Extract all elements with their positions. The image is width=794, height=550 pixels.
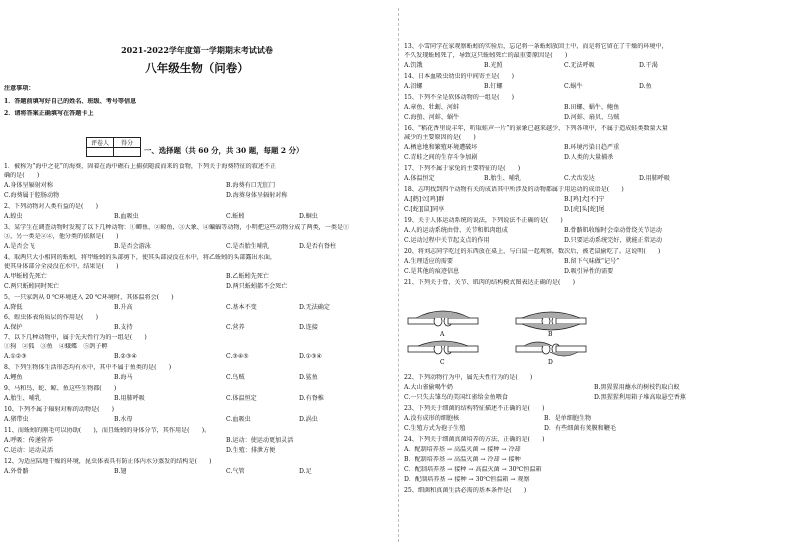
question-17-text: 17、下列不属于家兔的主要特征的是( ) [404, 165, 521, 172]
note-2: 2．请将答案正确填写在答题卡上 [4, 110, 94, 117]
option[interactable]: A.大山雀偷喝牛奶 [404, 384, 453, 391]
option[interactable]: A.呼吸：传递营养 [4, 437, 53, 444]
option[interactable]: D.是否有脊柱 [299, 243, 337, 250]
figure-label-c: C [440, 359, 445, 366]
option[interactable]: C.运动过程中关节起支点的作用 [404, 237, 490, 244]
option[interactable]: C.体温恒定 [226, 395, 257, 402]
option[interactable]: D.有脊椎 [299, 395, 324, 402]
question-19-options-row1 [404, 227, 790, 235]
option[interactable]: D.鱼 [639, 83, 652, 90]
question-22-options-row1 [404, 384, 790, 392]
question-13-options [404, 62, 790, 70]
bone-joint-muscle-figure [404, 306, 634, 366]
question-23-options-row2 [404, 425, 790, 433]
option[interactable]: B．是单细胞生物 [544, 415, 592, 422]
option[interactable]: C.海葵属于腔肠动物 [4, 192, 60, 199]
question-16-text-cont: 减少的主要原因的是( ) [404, 134, 476, 141]
figure-label-a: A [440, 331, 445, 338]
question-12-options [4, 468, 390, 476]
option[interactable]: B.升高 [114, 304, 133, 311]
question-11-options-row2 [4, 447, 390, 455]
option[interactable]: D.干渴 [639, 62, 658, 69]
question-7-options [4, 353, 390, 361]
option[interactable]: D.吸引异性的需要 [564, 268, 614, 275]
option[interactable]: A.章鱼、牡蛎、河蚌 [404, 104, 460, 111]
question-11-text: 11、而蚯蚓的刚毛可以协助( )，而且蚯蚓的身体分节，其作用是( )。 [4, 427, 211, 434]
diagram-b[interactable] [516, 312, 586, 330]
question-24-option-c[interactable]: C．配制培养基 → 接种 → 高温灭菌 → 30℃恒温箱 [404, 466, 542, 473]
option[interactable]: D.两只蚯蚓都不会死亡 [226, 283, 288, 290]
question-18-options-row1 [404, 196, 790, 204]
option[interactable]: D.海葵身体呈辐射对称 [226, 192, 288, 199]
question-4-options-row2 [4, 283, 390, 291]
question-24-option-a[interactable]: A．配制培养基 → 高温灭菌 → 接种 → 冷却 [404, 446, 521, 453]
option[interactable]: D.①③④ [299, 353, 322, 360]
question-20-options-row1 [404, 258, 790, 266]
question-9-text: 9、马和鸟、蛇、鲸、鱼这些生物都( ) [4, 385, 117, 392]
option[interactable]: A.栖息地和繁殖环境遭破坏 [404, 144, 478, 151]
option[interactable]: D.涡虫 [299, 416, 318, 423]
question-12-text: 12、为适应陆地干燥的环境，昆虫体表具有防止体内水分蒸发的结构是( ) [4, 458, 212, 465]
question-13-text-cont: 不久发现蚯蚓死了，导致这只蚯蚓死亡的最重要原因是( ) [404, 52, 568, 59]
option[interactable]: C.运动：运动灵活 [4, 447, 54, 454]
option[interactable]: A.①②③ [4, 353, 27, 360]
question-2-options [4, 213, 390, 221]
option[interactable]: B.留下气味做“记号” [564, 258, 620, 265]
option[interactable]: C.两只蚯蚓同时死亡 [4, 283, 60, 290]
question-24-option-d[interactable]: D．配制培养基 → 接种 → 30℃恒温箱 → 观察 [404, 476, 530, 483]
option[interactable]: A.沼螺 [404, 83, 423, 90]
option[interactable]: C.蚯蚓 [226, 213, 245, 220]
option[interactable]: B.[鸡]犬[不]宁 [564, 196, 605, 203]
option[interactable]: B.黑猩猩用蘸水的树枝钓取白蚁 [594, 384, 680, 391]
score-table-header-grader: 评卷人 [87, 138, 114, 148]
option[interactable]: C.基本不变 [226, 304, 257, 311]
option[interactable]: B.②③④ [114, 353, 137, 360]
option[interactable]: D.鲨鱼 [299, 374, 318, 381]
option[interactable]: B.水母 [114, 416, 133, 423]
diagram-a[interactable] [408, 311, 478, 326]
question-9-options [4, 395, 390, 403]
question-10-text: 10、下列不属于辐射对称的动物是( ) [4, 406, 115, 413]
exam-subtitle: 八年级生物（问卷） [145, 61, 249, 75]
question-6-text: 6、蝗虫体表角质层的作用是( ) [4, 314, 98, 321]
question-8-options [4, 374, 390, 382]
question-19-options-row2 [404, 237, 790, 245]
question-3-options [4, 243, 390, 251]
option[interactable]: D.人类的大量捕杀 [564, 154, 614, 161]
option[interactable]: D.用肺呼吸 [639, 175, 670, 182]
score-cell-score[interactable] [114, 148, 141, 157]
score-table [86, 137, 141, 157]
figure-label-b: B [548, 331, 553, 338]
question-21-text: 21、下列关于骨、关节、肌肉的结构模式图表达正确的是( ) [404, 279, 575, 286]
notes-heading: 注意事项： [4, 85, 35, 92]
right-column [404, 0, 790, 550]
question-11-options-row1 [4, 437, 390, 445]
question-24-text: 24、下列关于细菌真菌培养的方法，正确的是( ) [404, 436, 545, 443]
option[interactable]: A.甲蚯蚓先死亡 [4, 273, 47, 280]
option[interactable]: D.无法确定 [299, 304, 330, 311]
option[interactable]: B.支持 [114, 324, 133, 331]
option[interactable]: C.是否胎生哺乳 [226, 243, 269, 250]
question-14-options [404, 83, 790, 91]
option[interactable]: B.环境污染日趋严重 [564, 144, 620, 151]
question-1-text-cont: 确的是( ) [4, 172, 40, 179]
option[interactable]: A.降低 [4, 304, 23, 311]
option[interactable]: B.钉螺 [484, 83, 503, 90]
question-10-options [4, 416, 390, 424]
left-column [4, 0, 390, 550]
option[interactable]: B.是否会游泳 [114, 243, 151, 250]
option[interactable]: C.一只失去雏鸟的美国红雀给金鱼喂食 [404, 394, 508, 401]
question-7-items: ①狗 ②狐 ③鱼 ④蛾蝶 ⑤鸽子孵 [4, 343, 108, 350]
score-cell-grader[interactable] [87, 148, 114, 157]
option[interactable]: B.血吸虫 [114, 213, 139, 220]
question-22-text: 22、下列动物行为中，属先天性行为的是( ) [404, 374, 533, 381]
option[interactable]: C.③④⑤ [226, 353, 249, 360]
option[interactable]: D.蛔虫 [299, 213, 318, 220]
option[interactable]: C.[蛇][鼠]同享 [404, 206, 445, 213]
question-3-text: 3、某学生在调查动物时发现了以下几种动物：①鲫鱼、②鲸鱼、③大象、④蝙蝠等动物，小明把这些动物分成了两类，一类是① [4, 224, 350, 231]
question-20-options-row2 [404, 268, 790, 276]
option[interactable]: A.体温恒定 [404, 175, 435, 182]
question-13-text: 13、小雪同学在家观察蚯蚓的实验后，忘记将一条蚯蚓放回土中，而是将它留在了干燥的环境中， [404, 43, 668, 50]
question-17-options [404, 175, 790, 183]
question-25-text: 25、细菌和真菌生活必需的基本条件是( ) [404, 487, 527, 494]
question-22-options-row2 [404, 394, 790, 402]
option[interactable]: A.蝗虫 [4, 213, 23, 220]
option[interactable]: D.生殖：排泄方便 [226, 447, 276, 454]
diagram-c[interactable] [408, 341, 478, 354]
question-2-text: 2、下列动物对人类有益的是( ) [4, 203, 98, 210]
option[interactable]: A.生理适应的需要 [404, 258, 453, 265]
exam-title: 2021-2022学年度第一学期期末考试试卷 [121, 45, 273, 55]
option[interactable]: D．有些细菌有荚膜和鞭毛 [544, 425, 616, 432]
question-15-text: 15、下列不全是软体动物的一组是( ) [404, 94, 515, 101]
option[interactable]: A.没有成形的细胞核 [404, 415, 460, 422]
question-4-text-cont: 使其身体部分全浸没在水中，结果是( ) [4, 263, 119, 270]
option[interactable]: B.骨骼肌收缩时会牵动骨绕关节运动 [564, 227, 662, 234]
option[interactable]: D.只要运动系统完好，就能正常运动 [564, 237, 663, 244]
option[interactable]: B.胎生、哺乳 [484, 175, 521, 182]
option[interactable]: C.营养 [226, 324, 245, 331]
question-23-options-row1 [404, 415, 790, 423]
option[interactable]: C.血吸虫 [226, 416, 251, 423]
option[interactable]: D.[虎]头[蛇]尾 [564, 206, 605, 213]
option[interactable]: D.河蚌、扇贝、乌贼 [564, 114, 620, 121]
question-14-text: 14、日本血吸虫幼虫的中间寄主是( ) [404, 73, 515, 80]
option[interactable]: A.鲤鱼 [4, 374, 23, 381]
question-4-options-row1 [4, 273, 390, 281]
question-16-options-row1 [404, 144, 790, 152]
option[interactable]: A.饥饿 [404, 62, 423, 69]
option[interactable]: C.青蛙之间的生存斗争加剧 [404, 154, 478, 161]
option[interactable]: B.运动：使运动更加灵活 [226, 437, 294, 444]
option[interactable]: A.保护 [4, 324, 23, 331]
option[interactable]: A.身体呈辐射对称 [4, 182, 53, 189]
option[interactable]: B.翅 [114, 468, 127, 475]
question-1-options-row1 [4, 182, 390, 190]
question-5-options [4, 304, 390, 312]
question-5-text: 5、一只家鸽从 0 ℃环境进入 20 ℃环境时，其体温将会( ) [4, 294, 174, 301]
question-3-text-cont: ③，另一类是②④，他分类的依据是( ) [4, 233, 119, 240]
option[interactable]: C.无法呼吸 [564, 62, 595, 69]
note-1: 1．答题前填写好自己的姓名、班级、考号等信息 [4, 98, 137, 105]
option[interactable]: A.猪带虫 [4, 416, 29, 423]
question-6-options [4, 324, 390, 332]
score-table-header-score: 得分 [114, 138, 141, 148]
question-19-text: 19、关于人体运动系统的说法，下列说法不正确的是( ) [404, 217, 563, 224]
option[interactable]: C.犬齿发达 [564, 175, 595, 182]
option[interactable]: B.海葵有口无肛门 [226, 182, 276, 189]
question-18-text: 18、志明找到四个动物有关的成语其中所涉及的动物都属于用运动的成语是( ) [404, 186, 624, 193]
question-24-option-b[interactable]: B．配制培养基 → 高温灭菌 → 冷却 → 接种 [404, 456, 521, 463]
question-4-text: 4、取两只大小相同的蚯蚓，将甲蚯蚓的头部剪下，使其头部浸没在水中，将乙蚯蚓的头部露出水面， [4, 254, 277, 261]
question-16-text: 16、“稻花香里说丰年，听取蛙声一片”的景象已越来越少，下列各项中，不属于造成蛙类数量大量 [404, 125, 668, 132]
question-20-text: 20、将刘志同学吃过的东西放在桌上，与白鼠一起观察，数次后，被老鼠偷吃了。这说明( ) [404, 248, 661, 255]
question-8-text: 8、下列生物体生活形态均有水中，其中不属于鱼类的是( ) [4, 364, 172, 371]
option[interactable]: B.用肺呼吸 [114, 395, 145, 402]
section-1-heading: 一、选择题（共 60 分，共 30 题，每题 2 分） [144, 146, 304, 155]
option[interactable]: D.连接 [299, 324, 318, 331]
option[interactable]: A.是否会飞 [4, 243, 35, 250]
question-16-options-row2 [404, 154, 790, 162]
option[interactable]: C.鸟贼 [226, 374, 245, 381]
question-18-options-row2 [404, 206, 790, 214]
column-divider [398, 8, 399, 542]
option[interactable]: B.乙蚯蚓先死亡 [226, 273, 269, 280]
question-15-options-row1 [404, 104, 790, 112]
question-23-text: 23、下列关于细菌的结构特征描述不正确的是( ) [404, 405, 545, 412]
option[interactable]: B.光照 [484, 62, 503, 69]
question-15-options-row2 [404, 114, 790, 122]
option[interactable]: A.[鹤]立[鸡]群 [404, 196, 445, 203]
option[interactable]: A.人的运动系统由骨、关节和肌肉组成 [404, 227, 508, 234]
question-7-text: 7、以下几种动物中，属于先天性行为的一组是( ) [4, 334, 147, 341]
question-1-text: 1．被称为“海中之花”的海葵，固着在海中礁石上捕获随波而来的食物，下列关于海葵特征的叙述不正 [4, 163, 277, 170]
question-1-options-row2 [4, 192, 390, 200]
option[interactable]: B.田螺、蜗牛、鲍鱼 [564, 104, 620, 111]
option[interactable]: C.气管 [226, 468, 245, 475]
option[interactable]: D.足 [299, 468, 312, 475]
option[interactable]: A.外骨骼 [4, 468, 29, 475]
option[interactable]: C.海蛰、河蚌、蜗牛 [404, 114, 460, 121]
figure-label-d: D [548, 359, 553, 366]
diagram-d[interactable] [516, 342, 586, 356]
option[interactable]: A.胎生、哺乳 [4, 395, 41, 402]
option[interactable]: C.生殖方式为孢子生殖 [404, 425, 466, 432]
option[interactable]: D.黑猩猩利用箱子堆高取悬空香蕉 [594, 394, 686, 401]
option[interactable]: B.海马 [114, 374, 133, 381]
option[interactable]: C.是其他的痕迹信息 [404, 268, 460, 275]
option[interactable]: C.蜗牛 [564, 83, 583, 90]
